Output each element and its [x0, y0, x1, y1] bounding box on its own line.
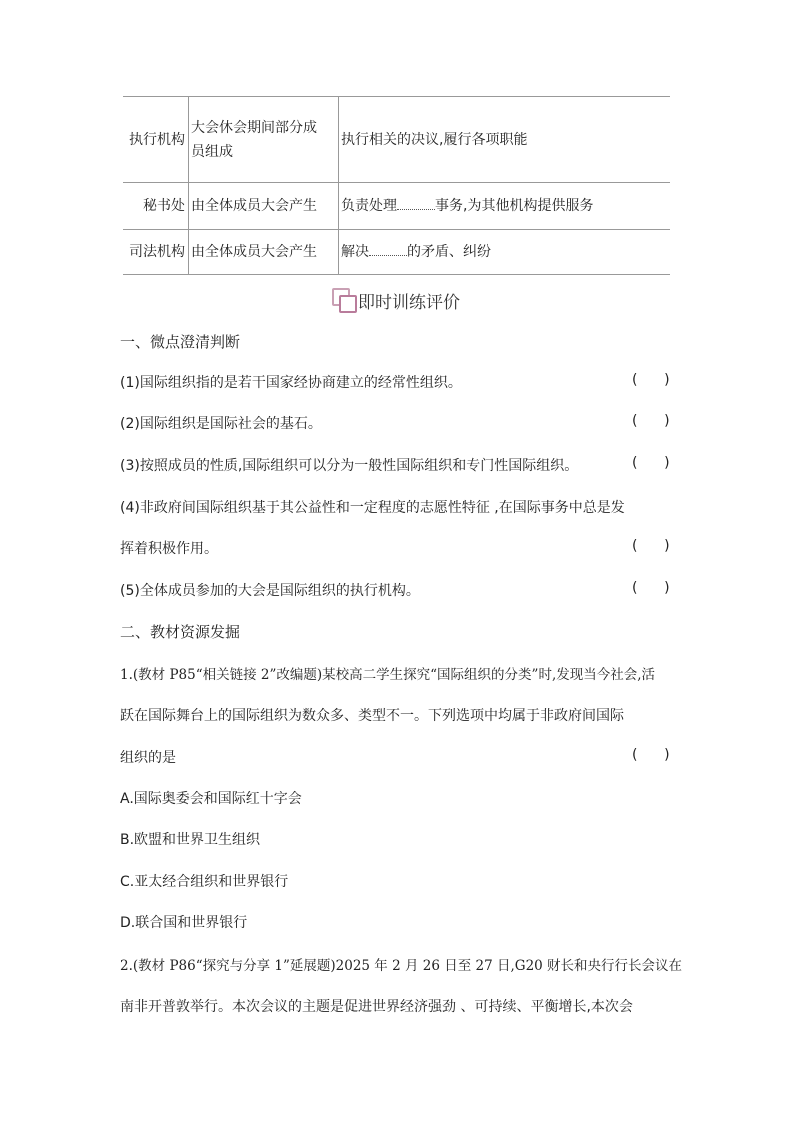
org-origin-cell: 由全体成员大会产生 [189, 230, 339, 275]
question-text: 2.(教材 P86“探究与分享 1”延展题)2025 年 2 月 26 日至 27 日,G20 财长和央行行长会议在 [120, 958, 683, 974]
question-text: 跃在国际舞台上的国际组织为数众多、类型不一。下列选项中均属于非政府间国际 [120, 708, 624, 724]
org-origin-cell: 由全体成员大会产生 [189, 183, 339, 230]
option-a[interactable]: A.国际奥委会和国际红十字会 [120, 791, 302, 807]
judge-item: (1)国际组织指的是若干国家经协商建立的经常性组织。 [120, 375, 462, 391]
judge-item: (4)非政府间国际组织基于其公益性和一定程度的志愿性特征 ,在国际事务中总是发 [120, 500, 625, 516]
overlapping-squares-icon [332, 288, 356, 312]
org-function-cell: 解决 的矛盾、纠纷 [339, 230, 671, 275]
section-title: 二、教材资源发掘 [120, 623, 241, 641]
option-c[interactable]: C.亚太经合组织和世界银行 [120, 874, 289, 890]
judge-item: (3)按照成员的性质,国际组织可以分为一般性国际组织和专门性国际组织。 [120, 458, 579, 474]
answer-parentheses[interactable]: ( ) [632, 455, 670, 471]
table-row [123, 183, 670, 230]
org-function-cell: 执行相关的决议,履行各项职能 [339, 97, 671, 183]
org-name-cell: 秘书处 [123, 183, 189, 230]
table-row [123, 97, 670, 183]
answer-parentheses[interactable]: ( ) [632, 413, 670, 429]
org-name-cell: 司法机构 [123, 230, 189, 275]
eval-section-heading: 即时训练评价 [332, 284, 460, 316]
org-structure-table [123, 96, 670, 275]
section-title: 一、微点澄清判断 [120, 333, 241, 351]
org-name-cell: 执行机构 [123, 97, 189, 183]
judge-item: (5)全体成员参加的大会是国际组织的执行机构。 [120, 583, 420, 599]
org-function-cell: 负责处理 事务,为其他机构提供服务 [339, 183, 671, 230]
question-text: 1.(教材 P85“相关链接 2”改编题)某校高二学生探究“国际组织的分类”时,发现当今社会,活 [120, 667, 656, 683]
option-b[interactable]: B.欧盟和世界卫生组织 [120, 832, 261, 848]
judge-item-continued: 挥着积极作用。 [120, 541, 218, 557]
question-text: 南非开普敦举行。本次会议的主题是促进世界经济强劲 、可持续、平衡增长,本次会 [120, 999, 633, 1015]
answer-parentheses[interactable]: ( ) [632, 538, 670, 554]
answer-parentheses[interactable]: ( ) [632, 747, 670, 763]
fill-blank[interactable] [369, 241, 407, 256]
answer-parentheses[interactable]: ( ) [632, 372, 670, 388]
org-origin-cell: 大会休会期间部分成 员组成 [189, 97, 339, 183]
question-text: 组织的是 [120, 750, 176, 766]
judge-item: (2)国际组织是国际社会的基石。 [120, 416, 322, 432]
fill-blank[interactable] [397, 195, 435, 210]
option-d[interactable]: D.联合国和世界银行 [120, 915, 248, 931]
table-row [123, 230, 670, 275]
answer-parentheses[interactable]: ( ) [632, 580, 670, 596]
